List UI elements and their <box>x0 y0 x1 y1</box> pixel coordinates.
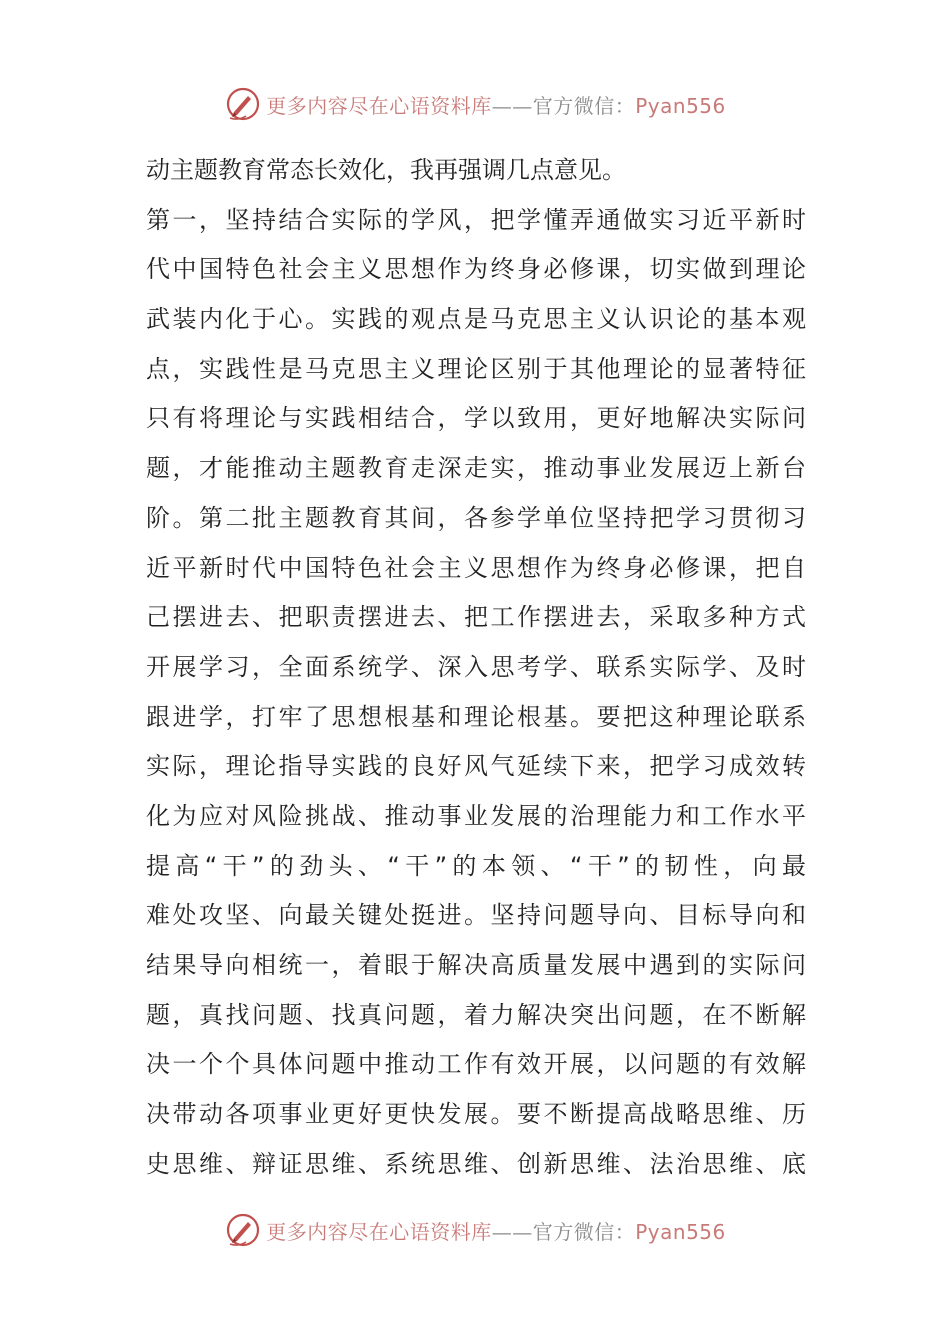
text-line: 第一，坚持结合实际的学风，把学懂弄通做实习近平新时 <box>146 205 806 234</box>
text-line: 决一个个具体问题中推动工作有效开展，以问题的有效解 <box>146 1050 806 1079</box>
text-line: 题，才能推动主题教育走深走实，推动事业发展迈上新台 <box>146 454 806 483</box>
banner-text <box>266 90 726 119</box>
text-line: 决带动各项事业更好更快发展。要不断提高战略思维、历 <box>146 1100 806 1129</box>
site-name: 更多内容尽在心语资料库 <box>266 1219 492 1244</box>
text-line: 近平新时代中国特色社会主义思想作为终身必修课，把自 <box>146 553 806 582</box>
text-line: 跟进学，打牢了思想根基和理论根基。要把这种理论联系 <box>146 702 806 731</box>
header-banner <box>0 84 950 124</box>
text-line: 阶。第二批主题教育其间，各参学单位坚持把学习贯彻习 <box>146 503 806 532</box>
pen-logo-icon <box>224 1211 262 1249</box>
wechat-id: Pyan556 <box>635 1219 726 1244</box>
separator-dash: —— <box>491 1219 533 1244</box>
text-line: 结果导向相统一，着眼于解决高质量发展中遇到的实际问 <box>146 951 806 979</box>
text-line: 己摆进去、把职责摆进去、把工作摆进去，采取多种方式 <box>146 603 806 632</box>
text-line: 只有将理论与实践相结合，学以致用，更好地解决实际问 <box>146 404 806 433</box>
text-line: 难处攻坚、向最关键处挺进。坚持问题导向、目标导向和 <box>146 901 806 930</box>
text-line: 实际，理论指导实践的良好风气延续下来，把学习成效转 <box>146 752 806 781</box>
wechat-id: Pyan556 <box>635 93 726 118</box>
separator-dash: —— <box>491 93 533 118</box>
document-body <box>146 146 806 1189</box>
text-line: 史思维、辩证思维、系统思维、创新思维、法治思维、底 <box>146 1149 806 1178</box>
wechat-label: 官方微信： <box>532 93 636 118</box>
text-line: 化为应对风险挑战、推动事业发展的治理能力和工作水平 <box>146 801 806 830</box>
footer-banner <box>0 1210 950 1250</box>
text-line: 题，真找问题、找真问题，着力解决突出问题，在不断解 <box>146 1000 806 1029</box>
text-line: 提高“干”的劲头、“干”的本领、“干”的韧性，向最 <box>146 851 806 880</box>
text-line: 开展学习，全面系统学、深入思考学、联系实际学、及时 <box>146 652 806 681</box>
pen-logo-icon <box>224 85 262 123</box>
text-line: 武装内化于心。实践的观点是马克思主义认识论的基本观 <box>146 305 806 334</box>
text-line: 代中国特色社会主义思想作为终身必修课，切实做到理论 <box>146 255 806 284</box>
text-line: 动主题教育常态长效化，我再强调几点意见。 <box>146 156 626 184</box>
text-line: 点，实践性是马克思主义理论区别于其他理论的显著特征 <box>146 354 806 383</box>
banner-text <box>266 1216 726 1245</box>
wechat-label: 官方微信： <box>532 1219 636 1244</box>
site-name: 更多内容尽在心语资料库 <box>266 93 492 118</box>
